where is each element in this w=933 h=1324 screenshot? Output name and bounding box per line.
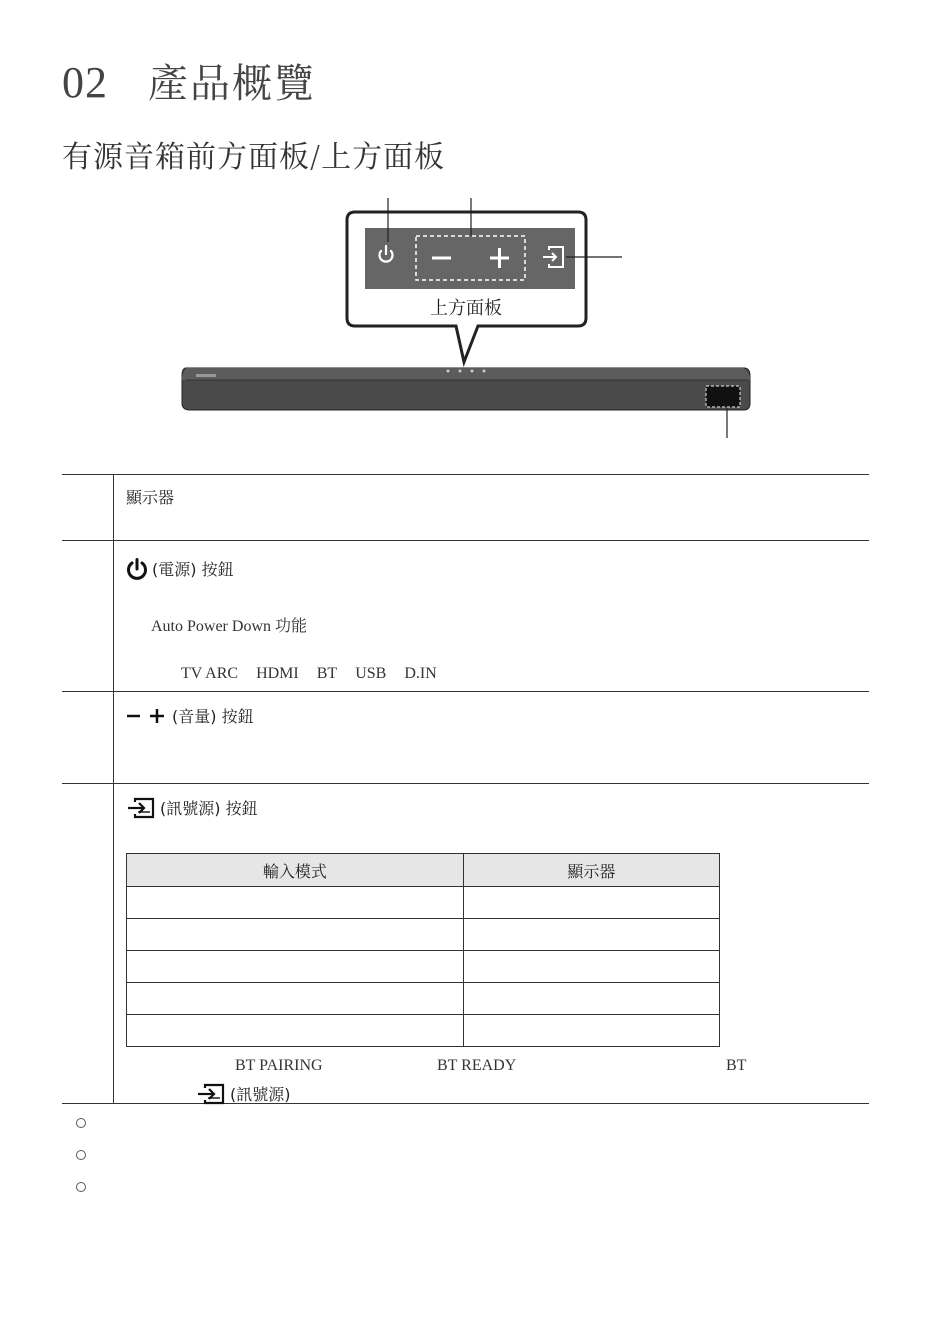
note-bt: BT [726, 1057, 747, 1074]
table-row [127, 1015, 720, 1047]
chapter-number: 02 [62, 58, 108, 107]
auto-power-down-label: Auto Power Down 功能 [151, 618, 307, 635]
volume-minus-plus-icon [126, 707, 168, 725]
mode-usb: USB [355, 665, 387, 682]
note-bt-ready: BT READY [437, 1057, 517, 1074]
row-power [62, 541, 869, 692]
chapter-heading [62, 52, 316, 112]
table-row [127, 983, 720, 1015]
mode-bt: BT [316, 665, 338, 682]
power-icon [126, 558, 148, 580]
top-panel-label: 上方面板 [430, 298, 502, 319]
product-diagram [0, 190, 933, 460]
source-icon [196, 1083, 226, 1105]
bullet-marker [76, 1118, 86, 1128]
chapter-title: 產品概覽 [148, 61, 316, 107]
volume-button-label: (音量) 按鈕 [172, 707, 254, 726]
input-mode-table [126, 853, 720, 1047]
row-source [62, 784, 869, 1104]
header-display: 顯示器 [463, 854, 719, 887]
row-volume [62, 692, 869, 784]
table-row [127, 887, 720, 919]
note-source-label: (訊號源) [230, 1085, 291, 1104]
table-row [127, 951, 720, 983]
header-input-mode: 輸入模式 [127, 854, 464, 887]
display-label: 顯示器 [126, 488, 175, 507]
top-panel [365, 228, 575, 289]
note-source-line [196, 1082, 291, 1105]
note-bt-pairing: BT PAIRING [235, 1057, 323, 1074]
mode-d-in: D.IN [404, 665, 437, 682]
mode-tv-arc: TV ARC [181, 665, 239, 682]
mode-hdmi: HDMI [256, 665, 299, 682]
table-row [127, 919, 720, 951]
source-icon [126, 797, 156, 819]
display-window [706, 386, 740, 407]
power-button-label: (電源) 按鈕 [152, 560, 234, 579]
soundbar-illustration [0, 190, 933, 460]
bullet-marker [76, 1182, 86, 1192]
source-button-label: (訊號源) 按鈕 [160, 799, 258, 818]
section-title: 有源音箱前方面板/上方面板 [62, 140, 446, 175]
bullet-marker [76, 1150, 86, 1160]
row-display [62, 475, 869, 541]
power-input-modes [181, 665, 451, 683]
description-table [62, 474, 869, 1104]
